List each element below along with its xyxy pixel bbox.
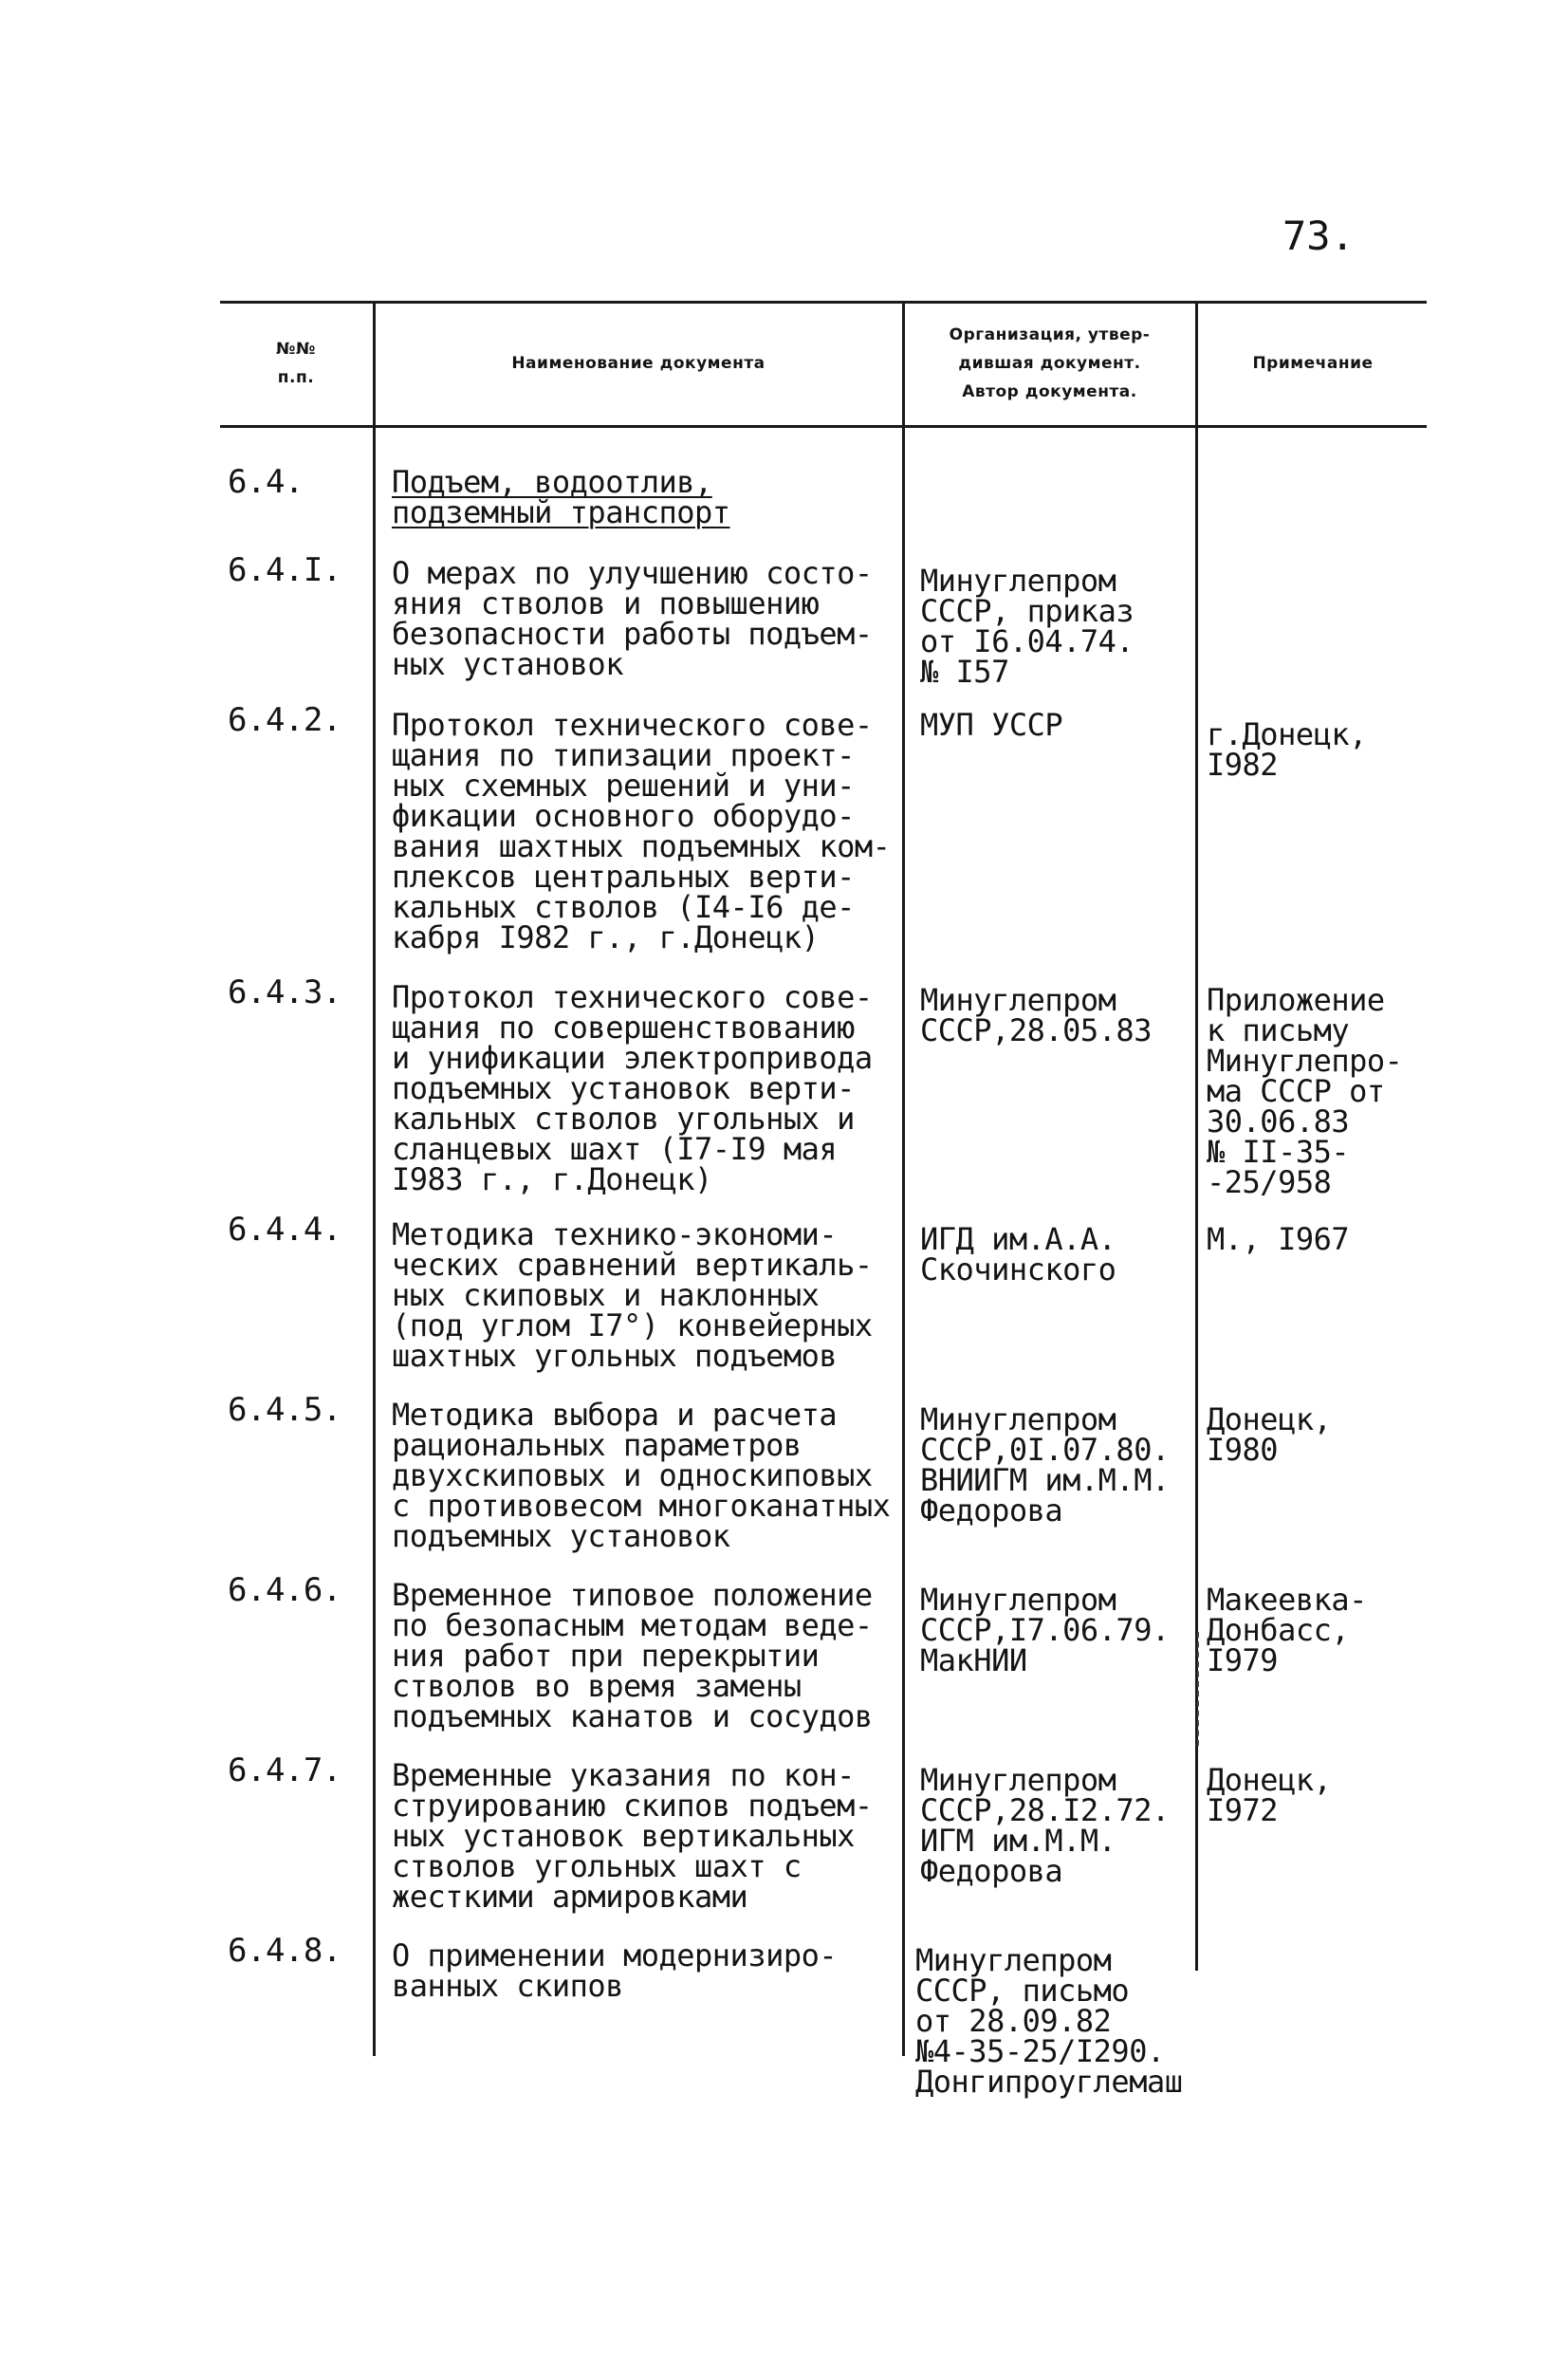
note: М., I967 bbox=[1207, 1221, 1350, 1257]
organization: Минуглепром СССР,I7.06.79. МакНИИ bbox=[920, 1582, 1170, 1678]
organization: Минуглепром СССР,0I.07.80. ВНИИГМ им.М.М. Федорова bbox=[920, 1401, 1170, 1529]
document-name: Методика технико-экономи- ческих сравнений вертикаль- ных скиповых и наклонных (под углом I7°) конвейерных шахтных угольных подъемов bbox=[392, 1216, 873, 1374]
header-document-name: Наименование документа bbox=[511, 354, 766, 374]
header-organization: Организация, утвер- дившая документ. Автор документа. bbox=[949, 325, 1151, 401]
row-number: 6.4.I. bbox=[228, 551, 341, 589]
header-number: №№ п.п. bbox=[276, 340, 316, 387]
table-top-border bbox=[220, 301, 1427, 304]
row-number: 6.4.3. bbox=[228, 973, 341, 1011]
document-name: Методика выбора и расчета рациональных параметров двухскиповых и односкиповых с противовесом многоканатных подъемных установок bbox=[392, 1397, 891, 1554]
note: Приложение к письму Минуглепро- ма СССР от 30.06.83 № II-35- -25/958 bbox=[1207, 982, 1403, 1200]
document-name: Временные указания по кон- струированию скипов подъем- ных установок вертикальных стволов угольных шахт с жесткими армировками bbox=[392, 1757, 873, 1915]
row-number: 6.4.6. bbox=[228, 1571, 341, 1609]
organization: Минуглепром СССР, письмо от 28.09.82 №4-35-25/I290. Донгипроуглемаш bbox=[915, 1942, 1183, 2100]
row-number: 6.4. bbox=[228, 463, 304, 501]
note: Донецк, I980 bbox=[1207, 1401, 1332, 1468]
row-number: 6.4.8. bbox=[228, 1932, 341, 1970]
header-note: Примечание bbox=[1252, 354, 1374, 374]
note: г.Донецк, I982 bbox=[1207, 716, 1367, 783]
organization: Минуглепром СССР,28.05.83 bbox=[920, 982, 1152, 1048]
document-name: Протокол технического сове- щания по совершенствованию и унификации электропривода подъемных установок верти- кальных стволов угольных и сланцевых шахт (I7-I9 мая I983 г., г.Донецк) bbox=[392, 979, 873, 1197]
organization: ИГД им.А.А. Скочинского bbox=[920, 1221, 1116, 1288]
document-name: О мерах по улучшению состо- яния стволов и повышению безопасности работы подъем- ных установок bbox=[392, 555, 873, 682]
row-number: 6.4.4. bbox=[228, 1211, 341, 1249]
document-name: О применении модернизиро- ванных скипов bbox=[392, 1937, 838, 2004]
organization: Минуглепром СССР,28.I2.72. ИГМ им.М.М. Федорова bbox=[920, 1762, 1170, 1889]
page-number: 73. bbox=[1282, 213, 1355, 259]
document-name: Протокол технического сове- щания по типизации проект- ных схемных решений и уни- фикации основного оборудо- вания шахтных подъемных ком- плексов центральных верти- кальных стволов (I4-I6 де- кабря I982 г., г.Донецк) bbox=[392, 707, 891, 955]
row-number: 6.4.5. bbox=[228, 1391, 341, 1429]
column-divider-dashed bbox=[1197, 1632, 1199, 1746]
note: Макеевка- Донбасс, I979 bbox=[1207, 1582, 1367, 1678]
note: Донецк, I972 bbox=[1207, 1762, 1332, 1828]
organization: МУП УССР bbox=[920, 707, 1063, 743]
table-header-bottom-border bbox=[220, 425, 1427, 428]
organization: Минуглепром СССР, приказ от I6.04.74. № I57 bbox=[920, 563, 1134, 690]
section-title: Подъем, водоотлив, подземный транспорт bbox=[392, 464, 730, 530]
row-number: 6.4.7. bbox=[228, 1751, 341, 1789]
column-divider-2 bbox=[902, 301, 905, 2056]
document-name: Временное типовое положение по безопасным методам веде- ния работ при перекрытии стволов во время замены подъемных канатов и сосудов bbox=[392, 1577, 873, 1734]
row-number: 6.4.2. bbox=[228, 701, 341, 739]
column-divider-1 bbox=[373, 301, 376, 2056]
